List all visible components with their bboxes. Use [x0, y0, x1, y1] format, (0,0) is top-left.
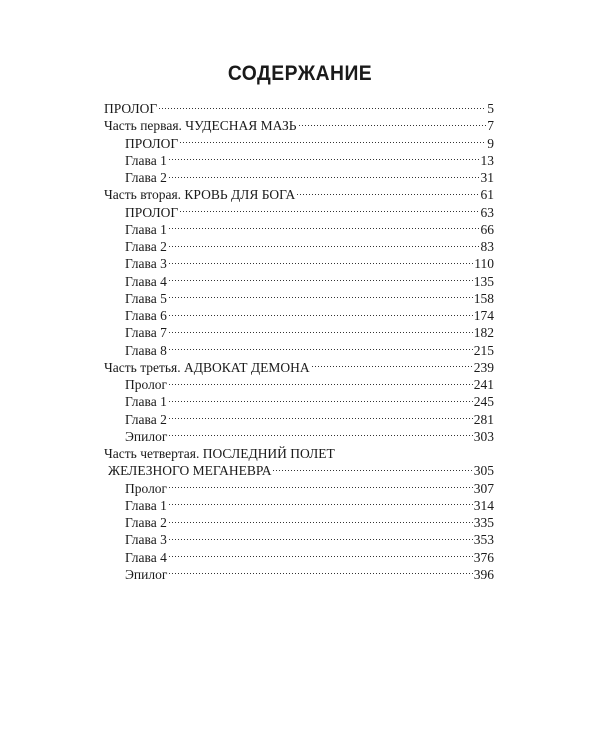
- toc-entry[interactable]: [104, 290, 494, 307]
- toc-entry-page-number: 353: [473, 532, 494, 548]
- toc-entry[interactable]: [104, 376, 494, 393]
- dot-leader: [168, 537, 473, 541]
- dot-leader: [168, 503, 473, 507]
- toc-entry-label: Часть вторая. КРОВЬ ДЛЯ БОГА: [104, 187, 296, 203]
- dot-leader: [296, 192, 479, 196]
- dot-leader: [168, 486, 473, 490]
- dot-leader: [168, 175, 480, 179]
- toc-entry[interactable]: [104, 445, 494, 480]
- toc-entry-page-number: 63: [480, 204, 494, 220]
- dot-leader: [168, 244, 480, 248]
- toc-entry-page-number: 215: [473, 342, 494, 358]
- toc-list: [104, 100, 494, 583]
- toc-entry-page-number: 396: [473, 566, 494, 582]
- toc-entry-label: Эпилог: [125, 428, 168, 444]
- toc-entry-label: Глава 2: [125, 515, 167, 530]
- dot-leader: [168, 227, 480, 231]
- toc-entry[interactable]: [104, 238, 494, 255]
- toc-entry[interactable]: [104, 566, 494, 583]
- toc-entry-page-number: 305: [473, 463, 494, 479]
- toc-entry-label: ПРОЛОГ: [125, 204, 179, 220]
- toc-entry[interactable]: [104, 342, 494, 359]
- toc-entry-label: Пролог: [125, 377, 168, 392]
- toc-entry-label: Глава 2: [125, 411, 167, 427]
- toc-entry[interactable]: [104, 100, 494, 117]
- toc-entry-page-number: 135: [473, 273, 494, 289]
- toc-title: СОДЕРЖАНИЕ: [227, 62, 373, 85]
- toc-entry-label: Глава 4: [125, 549, 167, 565]
- toc-entry-label: Глава 8: [125, 342, 167, 358]
- toc-entry[interactable]: [104, 169, 494, 186]
- toc-entry[interactable]: [104, 393, 494, 410]
- toc-entry-label: Глава 7: [125, 325, 167, 341]
- dot-leader: [179, 141, 486, 145]
- toc-entry[interactable]: [104, 204, 494, 221]
- toc-entry-page-number: 83: [480, 239, 494, 254]
- dot-leader: [168, 348, 473, 352]
- dot-leader: [168, 572, 472, 576]
- toc-entry[interactable]: [104, 514, 494, 531]
- dot-leader: [298, 123, 487, 127]
- toc-entry-page-number: 307: [473, 480, 494, 496]
- toc-entry-label: Часть первая. ЧУДЕСНАЯ МАЗЬ: [104, 118, 297, 134]
- dot-leader: [168, 296, 473, 300]
- toc-entry-label-line2: ЖЕЛЕЗНОГО МЕГАНЕВРА: [108, 463, 272, 479]
- toc-entry-label: Глава 2: [125, 239, 167, 254]
- dot-leader: [168, 399, 473, 403]
- dot-leader: [311, 365, 473, 369]
- toc-entry-page-number: 281: [473, 411, 494, 427]
- toc-entry-label: Глава 3: [125, 532, 167, 548]
- toc-entry[interactable]: [104, 497, 494, 514]
- toc-entry-label: Глава 3: [125, 256, 167, 272]
- toc-entry-label: Глава 1: [125, 394, 167, 410]
- toc-entry-page-number: 31: [480, 170, 494, 185]
- toc-entry[interactable]: [104, 273, 494, 290]
- dot-leader: [168, 313, 473, 317]
- toc-entry-page-number: 66: [480, 221, 494, 237]
- toc-entry-page-number: 5: [487, 101, 494, 116]
- toc-entry[interactable]: [104, 359, 494, 376]
- toc-entry-label: Глава 1: [125, 497, 167, 513]
- toc-entry-page-number: 241: [473, 377, 494, 392]
- toc-entry-page-number: 182: [473, 325, 494, 341]
- toc-entry[interactable]: [104, 221, 494, 238]
- dot-leader: [272, 468, 472, 472]
- toc-entry-label: Глава 6: [125, 308, 167, 323]
- toc-entry[interactable]: [104, 152, 494, 169]
- toc-entry-label: ПРОЛОГ: [104, 101, 158, 116]
- dot-leader: [168, 555, 473, 559]
- toc-entry[interactable]: [104, 549, 494, 566]
- toc-entry[interactable]: [104, 324, 494, 341]
- dot-leader: [168, 434, 472, 438]
- toc-entry-label: Глава 2: [125, 170, 167, 185]
- toc-entry[interactable]: [104, 411, 494, 428]
- dot-leader: [168, 261, 473, 265]
- toc-entry-label-line1: Часть четвертая. ПОСЛЕДНИЙ ПОЛЕТ: [104, 446, 335, 461]
- toc-entry-page-number: 314: [473, 497, 494, 513]
- toc-entry-page-number: 13: [480, 152, 494, 168]
- toc-entry-page-number: 335: [473, 515, 494, 530]
- toc-entry-label: Часть третья. АДВОКАТ ДЕМОНА: [104, 359, 310, 375]
- toc-entry-label: Глава 4: [125, 273, 167, 289]
- toc-entry-page-number: 239: [473, 359, 494, 375]
- toc-entry-page-number: 110: [474, 256, 494, 272]
- dot-leader: [168, 158, 480, 162]
- toc-entry[interactable]: [104, 307, 494, 324]
- toc-entry[interactable]: [104, 135, 494, 152]
- dot-leader: [179, 210, 479, 214]
- toc-entry-page-number: 245: [473, 394, 494, 410]
- toc-entry-page-number: 376: [473, 549, 494, 565]
- toc-entry-label: Глава 1: [125, 152, 167, 168]
- toc-entry[interactable]: [104, 480, 494, 497]
- toc-entry-page-number: 61: [480, 187, 494, 203]
- toc-entry-label: Пролог: [125, 480, 168, 496]
- toc-entry-page-number: 9: [487, 135, 494, 151]
- toc-entry-label: Эпилог: [125, 566, 168, 582]
- toc-entry-page-number: 7: [487, 118, 494, 134]
- toc-entry[interactable]: [104, 255, 494, 272]
- dot-leader: [168, 417, 473, 421]
- dot-leader: [168, 279, 473, 283]
- dot-leader: [168, 330, 473, 334]
- toc-entry[interactable]: [104, 531, 494, 548]
- toc-entry-label: ПРОЛОГ: [125, 135, 179, 151]
- toc-entry-label: [104, 445, 494, 480]
- toc-entry[interactable]: [104, 428, 494, 445]
- toc-entry-page-number: 174: [473, 308, 494, 323]
- toc-entry-label: Глава 1: [125, 221, 167, 237]
- dot-leader: [168, 382, 473, 386]
- toc-entry-label: Глава 5: [125, 290, 167, 306]
- dot-leader: [158, 106, 486, 110]
- toc-entry-page-number: 158: [473, 290, 494, 306]
- toc-entry-page-number: 303: [473, 428, 494, 444]
- toc-entry[interactable]: [104, 117, 494, 134]
- dot-leader: [168, 520, 473, 524]
- toc-entry[interactable]: [104, 186, 494, 203]
